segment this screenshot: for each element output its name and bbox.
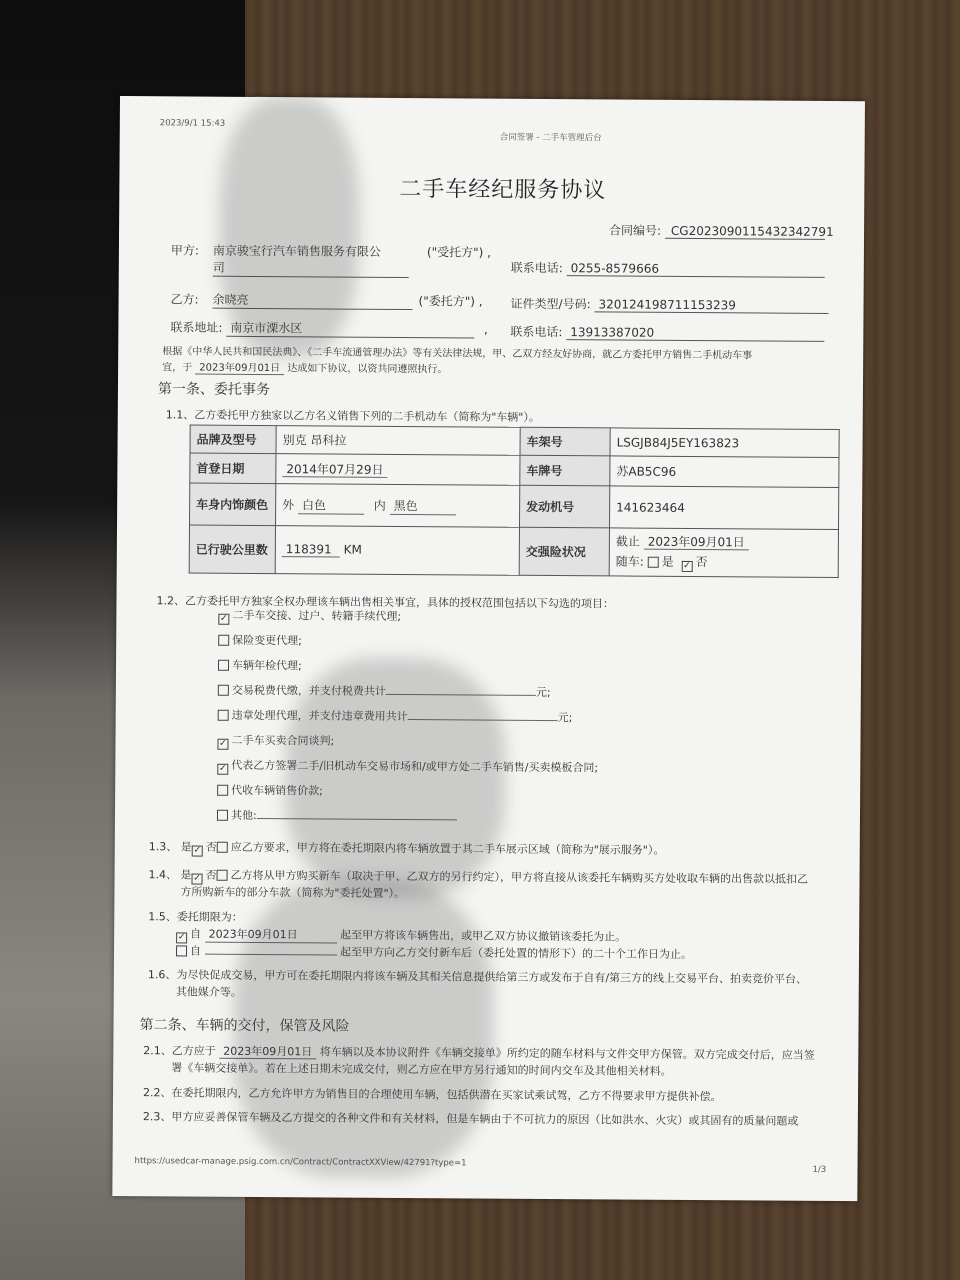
list-item — [218, 707, 573, 725]
footer-url: https://usedcar-manage.psig.com.cn/Contract/ContractXXView/42791?type=1 — [134, 1156, 467, 1169]
list-item — [217, 782, 323, 799]
option-label: 二手车买卖合同谈判; — [231, 733, 335, 748]
party-b-role: ("委托方") , — [418, 294, 483, 309]
list-item — [217, 757, 598, 778]
option-checkbox[interactable]: ✓ — [219, 738, 227, 749]
preamble-line-1: 根据《中华人民共和国民法典》、《二手车流通管理办法》等有关法律法规，甲、乙双方经友好协商，就乙方委托甲方销售二手机动车事 — [162, 346, 753, 362]
clause-1-4-no-checkbox[interactable] — [217, 870, 228, 881]
option-suffix: 元; — [557, 711, 573, 725]
insurance-no-checkbox[interactable]: ✓ — [683, 560, 691, 571]
party-b-id: 证件类型/号码: 320124198711153239 — [511, 295, 829, 314]
option-label: 代表乙方签署二手/旧机动车交易市场和/或甲方处二手车销售/买卖模板合同; — [231, 758, 599, 775]
clause-2-1: 2.1、乙方应于 2023年09月01日 将车辆以及本协议附件《车辆交接单》所约定的随车材料与文件交甲方保管。双方完成交付后，应当签 — [143, 1044, 815, 1062]
list-item — [218, 632, 302, 649]
option-checkbox[interactable] — [217, 810, 228, 821]
clause-2-1-cont: 署《车辆交接单》。若在上述日期未完成交付，则乙方应在甲方另行通知的时间内交车及其他相关材料。 — [171, 1061, 672, 1078]
clause-1-4-yes-checkbox[interactable]: ✓ — [193, 873, 201, 884]
clause-1-3-no-checkbox[interactable] — [217, 842, 228, 853]
clause-1-2: 1.2、乙方委托甲方独家全权办理该车辆出售相关事宜，具体的授权范围包括以下勾选的项目： — [156, 594, 615, 611]
option-label: 保险变更代理; — [232, 633, 302, 648]
option-checkbox[interactable] — [218, 660, 229, 671]
party-b-label: 乙方: — [170, 292, 199, 307]
clause-1-3: 1.3、 是 ✓ 否 应乙方要求，甲方将在委托期限内将车辆放置于其二手车展示区域（简称为"展示服务"）。 — [148, 840, 665, 857]
clause-1-1: 1.1、乙方委托甲方独家以乙方名义销售下列的二手机动车（简称为"车辆"）。 — [165, 408, 540, 424]
section-1-heading: 第一条、委托事务 — [157, 381, 271, 399]
clause-1-5-option-2: 自 起至甲方向乙方交付新车后（委托处置的情形下）的二十个工作日为止。 — [176, 942, 692, 962]
option-checkbox[interactable] — [218, 710, 229, 721]
section-2-heading: 第二条、车辆的交付，保管及风险 — [139, 1017, 350, 1035]
party-a-phone: 联系电话: 0255-8579666 — [511, 259, 825, 278]
clause-1-3-yes-checkbox[interactable]: ✓ — [193, 845, 202, 856]
clause-1-6-cont: 其他媒介等。 — [175, 985, 242, 999]
blank-line — [408, 708, 558, 721]
option-label: 违章处理代理，并支付违章费用共计 — [231, 708, 408, 724]
table-row: 车身内饰颜色 外 白色 内 黑色 发动机号 141623464 — [190, 483, 839, 530]
option-label: 其他: — [230, 808, 257, 822]
list-item — [217, 807, 457, 825]
party-b-name: 余晓亮 — [213, 291, 413, 310]
party-a-name: 南京骏宝行汽车销售服务有限公 司 — [213, 242, 409, 278]
option-checkbox[interactable] — [218, 635, 229, 646]
vehicle-info-table — [189, 424, 840, 578]
document-title: 二手车经纪服务协议 — [399, 176, 607, 204]
party-b-address: 联系地址: 南京市溧水区 , — [170, 320, 488, 337]
clause-1-6: 1.6、为尽快促成交易，甲方可在委托期限内将该车辆及其相关信息提供给第三方或发布于自有/第三方的线上交易平台、拍卖竞价平台、 — [147, 968, 808, 986]
clause-1-4: 1.4、 是 ✓ 否 乙方将从甲方购买新车（取决于甲、乙双方的另行约定），甲方将直接从该委托车辆购买方处收取车辆的出售款以抵扣乙 — [148, 868, 809, 886]
party-b-phone: 联系电话: 13913387020 — [510, 323, 824, 342]
list-item — [218, 682, 551, 700]
list-item — [218, 657, 302, 674]
system-name: 合同签署 - 二手车管理后台 — [499, 132, 602, 144]
term-option-2-checkbox[interactable] — [176, 945, 187, 956]
blank-line — [386, 683, 536, 696]
option-suffix: 元; — [535, 685, 551, 700]
option-label: 车辆年检代理; — [231, 658, 302, 673]
contract-number-label: 合同编号: — [609, 223, 662, 238]
option-checkbox[interactable]: ✓ — [218, 763, 227, 774]
table-row: 已行驶公里数 118391 KM 交强险状况 截止 2023年09月01日 随车: 是 ✓ 否 — [189, 525, 838, 578]
option-label: 代收车辆销售价款; — [231, 783, 323, 798]
page-number: 1/3 — [812, 1164, 827, 1175]
clause-2-2: 2.2、在委托期限内，乙方允许甲方为销售目的合理使用车辆，包括供潜在买家试乘试驾，乙方不得要求甲方提供补偿。 — [142, 1086, 722, 1104]
table-row: 首登日期 2014年07月29日 车牌号 苏AB5C96 — [190, 453, 839, 488]
contract-paper — [112, 96, 865, 1201]
preamble-line-2: 宜，于 2023年09月01日 达成如下协议，以资共同遵照执行。 — [162, 362, 448, 376]
contract-number-value: CG2023090115432342791 — [665, 224, 825, 240]
clause-2-3: 2.3、甲方应妥善保管车辆及乙方提交的各种文件和有关材料，但是车辆由于不可抗力的原因（比如洪水、火灾）或其固有的质量问题或 — [142, 1110, 799, 1128]
clause-1-5-option-1: ✓ 自 2023年09月01日 起至甲方将该车辆售出，或甲乙双方协议撤销该委托为止。 — [177, 927, 627, 944]
term-option-1-checkbox[interactable]: ✓ — [177, 932, 186, 943]
option-label: 交易税费代缴，并支付税费共计 — [231, 683, 386, 698]
clause-1-4-cont: 方所购新车的部分车款（简称为"委托处置"）。 — [180, 885, 406, 901]
party-a-label: 甲方: — [170, 243, 200, 258]
insurance-yes-checkbox[interactable] — [648, 557, 659, 568]
party-a-role: ("受托方") , — [426, 245, 492, 260]
table-row: 品牌及型号 别克 昂科拉 车架号 LSGJB84J5EY163823 — [190, 425, 839, 458]
list-item — [217, 732, 334, 751]
option-checkbox[interactable] — [217, 785, 228, 796]
print-datetime: 2023/9/1 15:43 — [159, 118, 226, 129]
list-item — [218, 607, 401, 626]
option-checkbox[interactable]: ✓ — [220, 613, 228, 624]
option-checkbox[interactable] — [218, 685, 229, 696]
blank-line — [257, 807, 457, 820]
contract-number — [609, 221, 834, 240]
clause-1-5: 1.5、委托期限为： — [148, 910, 243, 924]
option-label: 二手车交接、过户、转籍手续代理; — [232, 608, 402, 623]
